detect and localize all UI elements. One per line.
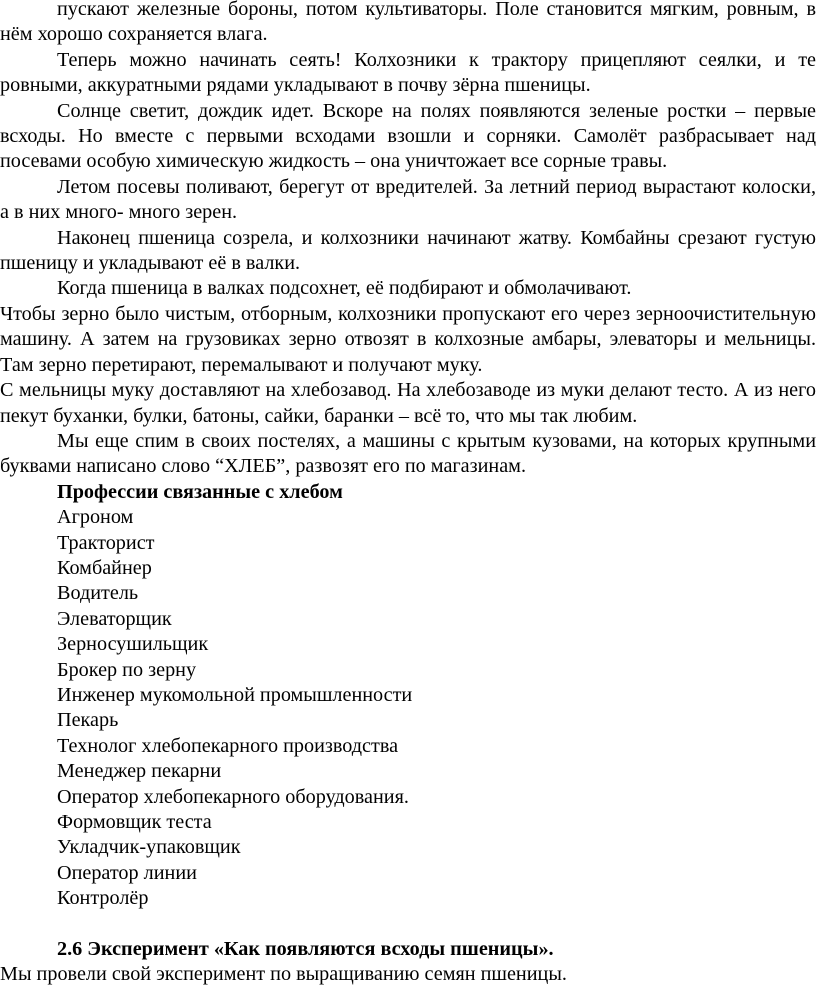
list-item: Оператор линии bbox=[57, 861, 197, 884]
paragraph: С мельницы муку доставляют на хлебозавод. На хлебозаводе из муки делают тесто. А из него пекут буханки, булки, батоны, сайки, баранки – всё то, что мы так любим. bbox=[0, 379, 816, 427]
section-heading: 2.6 Эксперимент «Как появляются всходы пшеницы». bbox=[57, 938, 554, 961]
paragraph: Чтобы зерно было чистым, отборным, колхозники пропускают его через зерноочистительную машину. А затем на грузовиках зерно отвозят в колхозные амбары, элеваторы и мельницы. Там зерно перетирают, перемалывают и получают муку. bbox=[0, 302, 816, 376]
list-item: Пекарь bbox=[57, 709, 119, 732]
list-item: Элеваторщик bbox=[57, 607, 172, 630]
paragraph: пускают железные бороны, потом культиваторы. Поле становится мягким, ровным, в нём хорошо сохраняется влага. bbox=[0, 0, 816, 46]
spacer bbox=[0, 912, 816, 937]
list-item: Комбайнер bbox=[57, 556, 152, 579]
list-item: Укладчик-упаковщик bbox=[57, 836, 241, 859]
body-text bbox=[0, 0, 816, 480]
paragraph: Мы провели свой эксперимент по выращиванию семян пшеницы. bbox=[0, 963, 567, 986]
list-item: Брокер по зерну bbox=[57, 658, 197, 681]
list-item: Оператор хлебопекарного оборудования. bbox=[57, 785, 409, 808]
list-item: Водитель bbox=[57, 582, 139, 605]
paragraph: Теперь можно начинать сеять! Колхозники к трактору прицепляют сеялки, и те ровными, аккуратными рядами укладывают в почву зёрна пшеницы. bbox=[0, 48, 816, 97]
list-item: Менеджер пекарни bbox=[57, 760, 222, 783]
paragraph: Наконец пшеница созрела, и колхозники начинают жатву. Комбайны срезают густую пшеницу и укладывают её в валки. bbox=[0, 226, 816, 275]
list-item: Зерносушильщик bbox=[57, 633, 209, 656]
professions-list bbox=[0, 505, 816, 912]
paragraph: Когда пшеница в валках подсохнет, её подбирают и обмолачивают. bbox=[57, 277, 632, 300]
list-item: Технолог хлебопекарного производства bbox=[57, 734, 399, 757]
list-item: Контролёр bbox=[57, 887, 149, 910]
paragraph: Мы еще спим в своих постелях, а машины с крытым кузовами, на которых крупными буквами написано слово “ХЛЕБ”, развозят его по магазинам. bbox=[0, 429, 816, 478]
professions-heading: Профессии связанные с хлебом bbox=[57, 480, 343, 503]
paragraph: Солнце светит, дождик идет. Вскоре на полях появляются зеленые ростки – первые всходы. Но вместе с первыми всходами взошли и сорняки. Самолёт разбрасывает над посевами особую химическую жидкость – она уничтожает все сорные травы. bbox=[0, 99, 816, 173]
paragraph: Летом посевы поливают, берегут от вредителей. За летний период вырастают колоски, а в них много- много зерен. bbox=[0, 175, 816, 224]
list-item: Тракторист bbox=[57, 531, 155, 554]
list-item: Формовщик теста bbox=[57, 811, 212, 833]
list-item: Агроном bbox=[57, 506, 134, 529]
list-item: Инженер мукомольной промышленности bbox=[57, 683, 413, 706]
